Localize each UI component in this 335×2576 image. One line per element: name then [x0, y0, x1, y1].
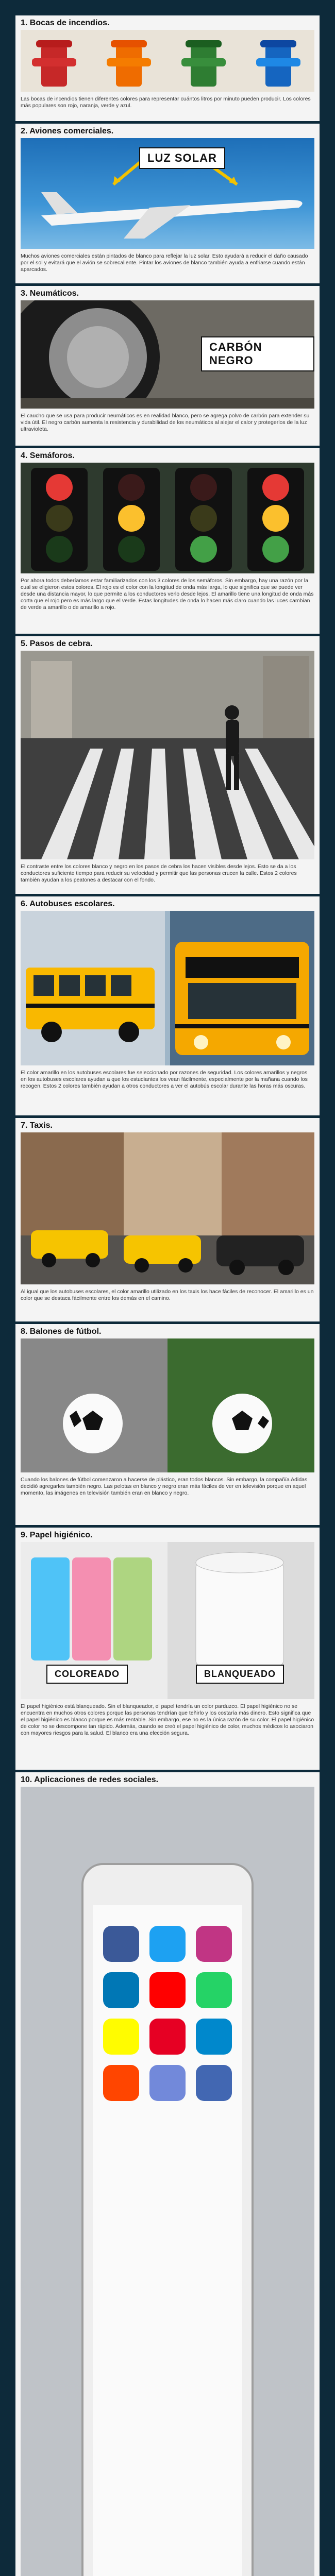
section-text: El caucho que se usa para producir neumáticos es en realidad blanco, pero se agrega polvo de carbón para extender su vida útil. El negro carbón aumenta la resistencia y durabilidad de los neumáticos al alejar el calor y protegerlos de la luz ultravioleta. — [21, 413, 310, 432]
section-title: 1. Bocas de incendios. — [21, 19, 110, 27]
section-title: 5. Pasos de cebra. — [21, 639, 93, 648]
section-text: El color amarillo en los autobuses escolares fue seleccionado por razones de seguridad. Los colores amarillos y negros en los autobuses escolares ayudan a que los estudiantes los vean fácilmente, especialmente por la mañana cuando los recogen. Estos 2 colores también ayudan a otros conductores a ver el autobús escolar durante las horas más oscuras. — [21, 1070, 308, 1089]
traffic-light-all — [247, 468, 304, 571]
social-apps-illustration — [21, 1787, 314, 2576]
airplane-image — [21, 138, 314, 249]
crosswalk-image — [21, 651, 314, 859]
hydrant-red — [32, 40, 76, 87]
section-title: 8. Balones de fútbol. — [21, 1327, 102, 1336]
section-toilet-paper — [15, 1528, 320, 1770]
section-title: 4. Semáforos. — [21, 451, 75, 460]
traffic-lights-illustration — [21, 463, 314, 573]
white-roll — [196, 1552, 283, 1666]
section-text: Al igual que los autobuses escolares, el color amarillo utilizado en los taxis los hace fáciles de reconocer. El amarillo es un color que se destaca fácilmente entre los demás en el camino. — [21, 1289, 314, 1301]
section-hydrants — [15, 15, 320, 121]
traffic-lights-image — [21, 463, 314, 573]
section-school-buses — [15, 896, 320, 1115]
section-text: Muchos aviones comerciales están pintados de blanco para reflejar la luz solar. Esto ayudará a reducir el daño causado por el sol y evitará que el avión se sobrecaliente. Pintar los aviones de blanco también ayuda a enfriarse cuando están aparcados. — [21, 253, 308, 273]
section-text: El papel higiénico está blanqueado. Sin el blanqueador, el papel tendría un color parduzco. El papel higiénico no se encuentra en muchos otros colores porque las personas tendrían que teñirlo y los costaría más dinero. Esto significa que el papel higiénico es blanco porque es más rentable. Sin embargo, ese no es la única razón de su color. El papel higiénico de color no se descompone tan rápido. Además, cuando se creó el papel higiénico de color, muchos médicos lo asociaron con mayores riesgos para la salud. El blanco era una elección segura. — [21, 1703, 314, 1736]
traffic-light-red — [31, 468, 88, 571]
traffic-light-green — [175, 468, 232, 571]
section-text: Cuando los balones de fútbol comenzaron a hacerse de plástico, eran todos blancos. Sin embargo, la compañía Adidas decidió agregarles también negro. Las pelotas en blanco y negro eran más fáciles de ver en televisión porque en aquel momento, las imágenes en televisión también eran en blanco y negro. — [21, 1477, 308, 1496]
taxis-illustration — [21, 1132, 314, 1284]
school-buses-illustration — [21, 911, 314, 1065]
section-text: El contraste entre los colores blanco y negro en los pasos de cebra los hacen visibles desde lejos. Esto se da a los conductores suficiente tiempo para reducir su velocidad y permitir que las personas crucen la calle. Estos 2 colores también ayudan a los peatones a destacar con el fondo. — [21, 863, 297, 883]
section-title: 10. Aplicaciones de redes sociales. — [21, 1775, 159, 1784]
crosswalk-illustration — [21, 651, 314, 859]
section-title: 3. Neumáticos. — [21, 289, 79, 298]
section-crosswalks — [15, 636, 320, 894]
section-title: 2. Aviones comerciales. — [21, 127, 114, 135]
section-taxis — [15, 1118, 320, 1321]
section-traffic-lights — [15, 448, 320, 634]
bus-right — [175, 942, 309, 1055]
hydrants-image — [21, 30, 314, 92]
school-buses-image — [21, 911, 314, 1065]
section-soccer-balls — [15, 1324, 320, 1525]
soccer-illustration — [21, 1338, 314, 1472]
hydrant-blue — [256, 40, 300, 87]
section-title: 6. Autobuses escolares. — [21, 900, 115, 908]
hydrants-illustration — [21, 30, 314, 92]
taxis-image — [21, 1132, 314, 1284]
section-title: 9. Papel higiénico. — [21, 1531, 93, 1539]
traffic-light-yellow — [103, 468, 160, 571]
section-title: 7. Taxis. — [21, 1121, 53, 1130]
hydrant-orange — [107, 40, 151, 87]
colored-rolls — [31, 1557, 152, 1660]
tire-image — [21, 300, 314, 409]
section-social-apps — [15, 1772, 320, 2576]
carbon-black-label: CARBÓN NEGRO — [201, 336, 314, 371]
colored-label: COLOREADO — [46, 1665, 128, 1684]
soccer-image — [21, 1338, 314, 1472]
social-apps-image — [21, 1787, 314, 2576]
soccer-ball-left — [63, 1394, 123, 1453]
bleached-label: BLANQUEADO — [196, 1665, 284, 1684]
section-tires — [15, 286, 320, 446]
soccer-ball-right — [212, 1394, 272, 1453]
section-text: Las bocas de incendios tienen diferentes colores para representar cuántos litros por minuto pueden producir. Los colores más populares son rojo, naranja, verde y azul. — [21, 96, 311, 109]
sunlight-label: LUZ SOLAR — [139, 147, 225, 169]
section-airplanes — [15, 124, 320, 283]
section-text: Por ahora todos deberíamos estar familiarizados con los 3 colores de los semáforos. Sin embargo, hay una razón por la cual se eligieron estos colores. El rojo es el color con la longitud de onda más larga, lo que significa que se puede ver desde una distancia mayor, lo que permite a los conductores verlo desde lejos. El amarillo tiene una longitud de onda más corta que el rojo pero es más largo que el verde. Estas longitudes de onda lo hacen más claro cuando las luces cambian de verde a amarillo o de amarillo a rojo. — [21, 578, 314, 611]
toilet-paper-image — [21, 1542, 314, 1699]
hydrant-green — [181, 40, 226, 87]
